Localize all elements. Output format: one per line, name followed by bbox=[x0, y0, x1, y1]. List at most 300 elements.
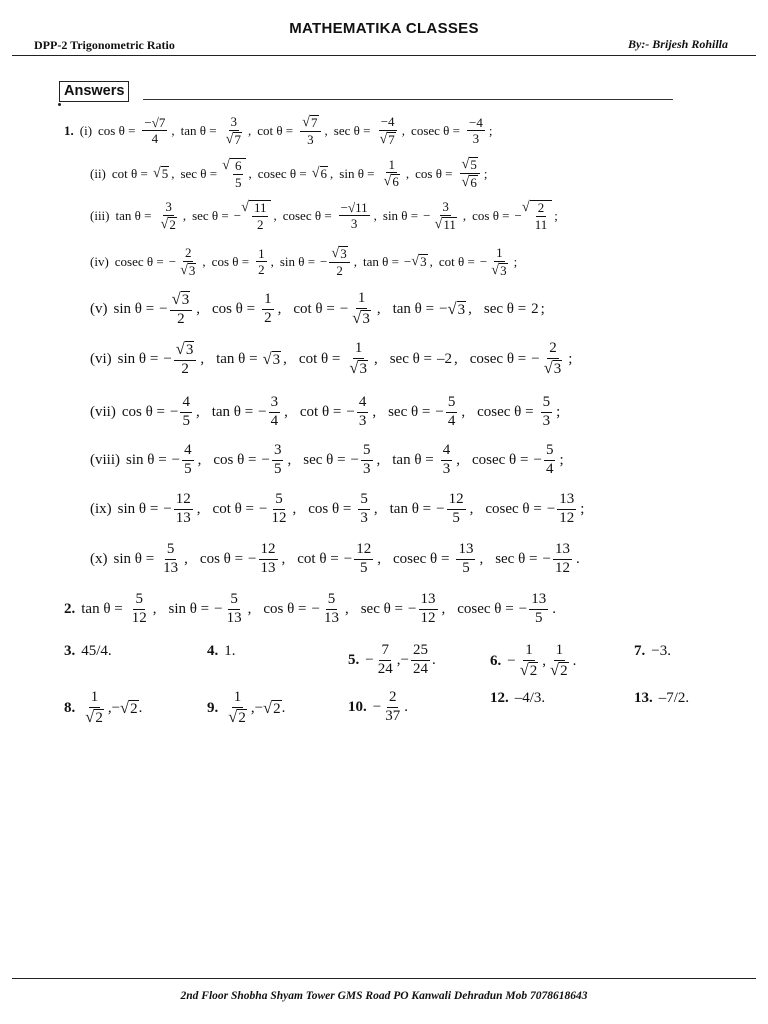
fraction bbox=[158, 200, 178, 232]
numerator: 2 bbox=[537, 200, 545, 216]
radicand: 3 bbox=[340, 246, 347, 261]
radicand: 2 bbox=[560, 662, 568, 679]
ratio-value bbox=[258, 395, 282, 430]
ratio-label: tan θ = bbox=[392, 300, 435, 317]
numerator: 13 bbox=[529, 592, 548, 610]
denominator: 37 bbox=[385, 707, 401, 724]
fraction bbox=[489, 246, 509, 278]
denominator bbox=[377, 131, 397, 147]
denominator: 12 bbox=[559, 509, 575, 526]
separator: ; bbox=[568, 350, 573, 367]
question-number: 13. bbox=[634, 690, 653, 706]
ratio-term bbox=[477, 395, 560, 430]
sqrt bbox=[411, 254, 427, 269]
sqrt bbox=[85, 706, 104, 727]
denominator: 3 bbox=[442, 460, 451, 477]
ratio-value bbox=[248, 542, 279, 577]
radicand: 11 bbox=[443, 216, 456, 232]
ratio-value bbox=[254, 247, 269, 277]
numerator: 13 bbox=[557, 492, 576, 510]
ratio-term bbox=[112, 166, 175, 182]
question-number: 5. bbox=[348, 651, 360, 668]
minus-sign: − bbox=[111, 699, 121, 716]
ratio-term bbox=[213, 492, 297, 527]
denominator: 13 bbox=[260, 559, 276, 576]
radicand: 6 bbox=[392, 174, 399, 190]
fraction bbox=[259, 542, 278, 577]
separator: , bbox=[195, 403, 200, 420]
ratio-label: cosec θ = bbox=[477, 403, 534, 420]
radical-sign: √ bbox=[411, 253, 420, 270]
fraction bbox=[542, 341, 565, 378]
ratio-term bbox=[390, 351, 458, 368]
numerator: 3 bbox=[272, 443, 284, 461]
ratio-label: sin θ = bbox=[126, 451, 167, 468]
question-number: 6. bbox=[490, 652, 502, 669]
sqrt bbox=[312, 166, 328, 181]
separator: , bbox=[277, 300, 282, 317]
numerator bbox=[460, 157, 480, 174]
ratio-label: sec θ = bbox=[360, 600, 404, 617]
fraction bbox=[446, 395, 458, 430]
answer-row bbox=[90, 157, 494, 191]
ratio-label: sin θ = bbox=[168, 600, 210, 617]
ratio-label: tan θ = bbox=[216, 350, 258, 367]
fraction bbox=[460, 157, 480, 191]
ratio-label: sec θ = bbox=[333, 122, 371, 138]
denominator: 13 bbox=[175, 509, 191, 526]
author-credit: By:- Brijesh Rohilla bbox=[627, 37, 728, 51]
denominator: 5 bbox=[234, 174, 242, 190]
ratio-value bbox=[128, 592, 151, 627]
numerator: 3 bbox=[165, 199, 172, 214]
stray-dot bbox=[58, 103, 61, 106]
ratio-value bbox=[172, 443, 196, 478]
ratio-value bbox=[298, 115, 322, 147]
radical-sign: √ bbox=[180, 261, 188, 278]
separator: , bbox=[287, 451, 292, 468]
minus-sign: − bbox=[320, 253, 328, 269]
separator: ; bbox=[559, 451, 564, 468]
fraction bbox=[161, 542, 180, 577]
denominator bbox=[226, 708, 249, 727]
radical-sign: √ bbox=[447, 298, 457, 318]
fraction bbox=[174, 341, 197, 378]
sqrt bbox=[262, 348, 282, 369]
sqrt bbox=[331, 246, 347, 261]
fraction bbox=[361, 443, 373, 478]
answer-row bbox=[90, 246, 523, 278]
radical-sign: √ bbox=[171, 289, 181, 308]
sqrt bbox=[180, 263, 196, 278]
fraction bbox=[256, 247, 267, 277]
part-label: (v) bbox=[90, 300, 108, 317]
ratio-value bbox=[163, 341, 198, 378]
ratio-value bbox=[454, 542, 477, 577]
sqrt bbox=[384, 174, 400, 189]
ratio-value bbox=[547, 492, 578, 527]
ratio-term bbox=[484, 301, 545, 318]
ratio-label: cosec θ = bbox=[392, 550, 450, 567]
sqrt bbox=[226, 132, 242, 147]
fraction bbox=[170, 291, 193, 328]
ratio-value bbox=[465, 116, 487, 146]
numerator bbox=[170, 291, 193, 311]
ratio-term bbox=[212, 395, 288, 430]
ratio-value bbox=[259, 492, 290, 527]
separator: , bbox=[373, 207, 377, 223]
ratio-value bbox=[404, 254, 428, 270]
short-answer bbox=[634, 643, 671, 660]
ratio-term bbox=[200, 542, 285, 577]
ratio-label: cot θ = bbox=[293, 300, 335, 317]
separator: , bbox=[292, 500, 297, 517]
numerator: 6 bbox=[234, 158, 242, 174]
ratio-value bbox=[439, 298, 466, 319]
separator: ; bbox=[513, 253, 518, 269]
answer-row bbox=[90, 395, 572, 430]
separator: , bbox=[196, 500, 201, 517]
ratio-term bbox=[98, 116, 175, 146]
fraction bbox=[382, 158, 402, 190]
minus-sign: − bbox=[346, 403, 355, 420]
minus-sign: − bbox=[365, 651, 374, 668]
fraction bbox=[178, 246, 198, 278]
fraction bbox=[130, 592, 149, 627]
minus-sign: − bbox=[372, 698, 382, 715]
ratio-term bbox=[118, 341, 204, 378]
minus-sign: − bbox=[258, 403, 267, 420]
numerator: 3 bbox=[269, 395, 281, 413]
ratio-value bbox=[340, 291, 375, 328]
ratio-value bbox=[375, 115, 399, 147]
ratio-term bbox=[472, 443, 564, 478]
ratio-label: cos θ = bbox=[472, 207, 510, 223]
numerator: 1 bbox=[262, 292, 274, 310]
fraction bbox=[180, 395, 192, 430]
minus-sign: − bbox=[423, 207, 431, 223]
separator: , bbox=[462, 207, 467, 223]
ratio-label: sec θ = bbox=[495, 550, 538, 567]
fraction bbox=[182, 443, 194, 478]
ratio-value bbox=[408, 592, 439, 627]
separator: , bbox=[171, 122, 175, 138]
sqrt bbox=[176, 341, 195, 359]
sqrt bbox=[302, 115, 318, 130]
ratio-term bbox=[439, 246, 517, 278]
separator: , bbox=[284, 403, 288, 420]
answers-heading: Answers bbox=[59, 81, 129, 102]
denominator: 4 bbox=[151, 131, 159, 147]
radicand: 7 bbox=[388, 131, 395, 147]
separator: , bbox=[171, 165, 175, 181]
short-answer bbox=[207, 690, 285, 727]
answer-value: 1 √ 2 , − √ 2 . bbox=[228, 689, 286, 726]
sqrt bbox=[263, 697, 282, 718]
minus-sign: − bbox=[254, 699, 264, 716]
denominator: 12 bbox=[420, 609, 436, 626]
separator: , bbox=[372, 403, 377, 420]
sqrt bbox=[491, 263, 507, 278]
sqrt bbox=[241, 200, 271, 231]
radicand: 5 bbox=[470, 157, 477, 172]
question-number: 4. bbox=[207, 643, 219, 659]
numerator: 1 bbox=[258, 245, 265, 261]
separator: . bbox=[552, 600, 556, 617]
separator: , bbox=[281, 550, 286, 567]
ratio-value bbox=[140, 116, 169, 146]
minus-sign: − bbox=[514, 207, 522, 223]
denominator: 2 bbox=[181, 360, 189, 377]
denominator: 3 bbox=[472, 131, 480, 147]
denominator: 3 bbox=[542, 412, 551, 429]
short-answer bbox=[490, 643, 576, 680]
sqrt bbox=[349, 357, 368, 378]
fraction bbox=[533, 201, 550, 231]
ratio-value bbox=[159, 291, 194, 328]
denominator bbox=[542, 359, 565, 378]
radicand: 3 bbox=[272, 351, 281, 368]
ratio-label: cos θ = bbox=[211, 300, 256, 317]
ratio-term bbox=[363, 254, 433, 270]
ratio-term bbox=[390, 492, 474, 527]
answer-row bbox=[90, 443, 576, 478]
answer-row bbox=[90, 200, 564, 232]
fraction bbox=[339, 201, 370, 231]
ratio-value bbox=[170, 395, 194, 430]
separator: , bbox=[283, 350, 287, 367]
ratio-term bbox=[257, 115, 328, 147]
minus-sign: − bbox=[163, 500, 172, 517]
denominator bbox=[83, 708, 106, 727]
radicand: 3 bbox=[188, 262, 196, 278]
separator: , bbox=[454, 350, 458, 367]
ratio-term bbox=[411, 116, 492, 146]
ratio-term bbox=[470, 341, 573, 378]
denominator: 13 bbox=[226, 609, 242, 626]
numerator: 5 bbox=[165, 542, 177, 560]
separator: ; bbox=[483, 165, 488, 181]
ratio-label: cot θ = bbox=[212, 500, 255, 517]
separator: , bbox=[202, 253, 206, 269]
sqrt bbox=[550, 659, 569, 680]
denominator: 5 bbox=[534, 609, 543, 626]
part-label: (x) bbox=[90, 550, 108, 567]
sqrt bbox=[543, 357, 563, 378]
fraction bbox=[322, 592, 341, 627]
ratio-value bbox=[337, 201, 372, 231]
numerator: 1 bbox=[232, 690, 244, 708]
ratio-label: tan θ = bbox=[363, 253, 399, 269]
ratio-value bbox=[356, 492, 372, 527]
ratio-label: tan θ = bbox=[389, 500, 432, 517]
numerator: 1 bbox=[89, 690, 101, 708]
denominator bbox=[158, 216, 178, 232]
ratio-label: cos θ = bbox=[199, 550, 244, 567]
denominator: 11 bbox=[534, 216, 548, 232]
numerator: 5 bbox=[273, 492, 285, 510]
ratio-label: sin θ = bbox=[113, 550, 155, 567]
radical-sign: √ bbox=[491, 261, 500, 278]
ratio-label: cot θ = bbox=[298, 350, 341, 367]
fraction bbox=[548, 643, 571, 680]
minus-sign: − bbox=[339, 300, 349, 317]
ratio-label: cos θ = bbox=[213, 451, 257, 468]
numerator: 4 bbox=[357, 395, 369, 413]
fraction bbox=[553, 542, 572, 577]
ratio-term bbox=[415, 157, 487, 191]
footer-divider bbox=[12, 978, 756, 979]
radicand: 6 bbox=[470, 175, 477, 191]
ratio-label: sec θ = bbox=[192, 207, 229, 223]
part-label: (iii) bbox=[90, 207, 110, 223]
radical-sign: √ bbox=[228, 706, 238, 726]
minus-sign: − bbox=[311, 600, 320, 617]
ratio-value: –2 bbox=[437, 350, 453, 367]
ratio-term bbox=[122, 395, 200, 430]
separator: , bbox=[330, 165, 334, 181]
ratio-term bbox=[297, 542, 381, 577]
denominator: 4 bbox=[545, 460, 554, 477]
ratio-label: cos θ = bbox=[121, 403, 165, 420]
ratio-term bbox=[81, 592, 156, 627]
separator: , bbox=[273, 207, 277, 223]
header-divider bbox=[12, 55, 756, 56]
fraction bbox=[272, 443, 284, 478]
ratio-label: tan θ = bbox=[180, 122, 217, 138]
denominator: 2 bbox=[264, 309, 272, 326]
denominator: 3 bbox=[363, 460, 371, 477]
ratio-term bbox=[118, 492, 201, 527]
fraction bbox=[419, 592, 438, 627]
ratio-value bbox=[480, 246, 512, 278]
question-number: 9. bbox=[207, 699, 219, 716]
ratio-value bbox=[214, 592, 245, 627]
part-label: (ii) bbox=[90, 165, 106, 181]
ratio-term bbox=[457, 592, 556, 627]
numerator: 5 bbox=[358, 492, 370, 510]
radicand: 5 bbox=[161, 166, 169, 182]
denominator: 24 bbox=[377, 660, 393, 677]
minus-sign: − bbox=[507, 652, 516, 669]
ratio-label: cot θ = bbox=[257, 122, 294, 138]
sqrt bbox=[462, 175, 478, 190]
fraction bbox=[300, 115, 320, 147]
short-answer bbox=[64, 690, 142, 727]
ratio-term bbox=[361, 592, 446, 627]
denominator: 3 bbox=[358, 412, 367, 429]
ratio-term bbox=[308, 492, 377, 527]
ratio-value bbox=[222, 115, 246, 147]
minus-sign: − bbox=[408, 600, 417, 617]
separator: ; bbox=[556, 403, 561, 420]
numerator: 5 bbox=[133, 592, 145, 610]
radicand: 3 bbox=[420, 254, 427, 270]
separator: ; bbox=[488, 122, 493, 138]
part-label: (viii) bbox=[90, 451, 120, 468]
sqrt bbox=[228, 706, 247, 727]
numerator: 12 bbox=[447, 492, 466, 510]
radicand bbox=[230, 158, 247, 189]
fraction bbox=[541, 395, 553, 430]
ratio-label: sin θ = bbox=[117, 500, 159, 517]
fraction bbox=[270, 492, 289, 527]
denominator bbox=[224, 131, 244, 147]
ratio-value bbox=[312, 592, 343, 627]
separator: , bbox=[353, 253, 357, 269]
sqrt bbox=[172, 291, 191, 309]
denominator bbox=[518, 661, 541, 680]
short-answer bbox=[490, 690, 545, 707]
numerator: 5 bbox=[541, 395, 553, 413]
ratio-term bbox=[383, 200, 466, 232]
numerator: 3 bbox=[230, 114, 238, 129]
numerator bbox=[329, 246, 349, 263]
ratio-term bbox=[114, 291, 200, 328]
ratio-label: cos θ = bbox=[308, 500, 352, 517]
separator: , bbox=[373, 350, 378, 367]
radicand: 2 bbox=[169, 216, 176, 232]
radical-sign: √ bbox=[302, 114, 311, 130]
fraction bbox=[83, 690, 106, 727]
sqrt bbox=[434, 217, 456, 232]
ratio-label: sec θ = bbox=[180, 165, 218, 181]
ratio-value bbox=[312, 166, 328, 181]
sqrt bbox=[379, 132, 395, 147]
ratio-term bbox=[393, 542, 483, 577]
denominator: 5 bbox=[359, 559, 368, 576]
radicand: 2 bbox=[238, 709, 246, 726]
fraction bbox=[347, 341, 370, 378]
denominator bbox=[347, 359, 370, 378]
denominator: 5 bbox=[462, 559, 470, 576]
ratio-label: cosec θ = bbox=[282, 207, 332, 223]
denominator: 2 bbox=[256, 216, 264, 232]
part-label: (vii) bbox=[90, 403, 116, 420]
radicand: 3 bbox=[553, 360, 562, 377]
ratio-term bbox=[283, 201, 377, 231]
ratio-label: cot θ = bbox=[438, 253, 475, 269]
fraction bbox=[441, 443, 453, 478]
ratio-value bbox=[344, 542, 375, 577]
radical-sign: √ bbox=[543, 357, 553, 377]
numerator: 5 bbox=[228, 592, 240, 610]
minus-sign: − bbox=[169, 403, 179, 420]
fraction bbox=[447, 492, 466, 527]
fraction bbox=[432, 200, 458, 232]
minus-sign: − bbox=[343, 550, 353, 567]
separator: ; bbox=[554, 207, 558, 223]
separator: , bbox=[247, 600, 252, 617]
fraction bbox=[252, 201, 269, 231]
numerator: −√11 bbox=[340, 199, 368, 215]
ratio-term bbox=[392, 443, 460, 478]
numerator: 13 bbox=[456, 542, 475, 560]
ratio-value bbox=[380, 158, 404, 190]
numerator: 2 bbox=[184, 245, 192, 260]
radicand: 7 bbox=[234, 131, 241, 147]
minus-sign: − bbox=[479, 253, 488, 269]
denominator: 12 bbox=[554, 559, 570, 576]
ratio-term bbox=[472, 200, 558, 231]
separator: , bbox=[429, 253, 433, 269]
fraction bbox=[225, 592, 244, 627]
ratio-term bbox=[339, 158, 409, 190]
sqrt bbox=[222, 158, 246, 189]
separator: , bbox=[184, 550, 188, 567]
numerator bbox=[300, 115, 320, 132]
question-number: 2. bbox=[64, 600, 76, 617]
